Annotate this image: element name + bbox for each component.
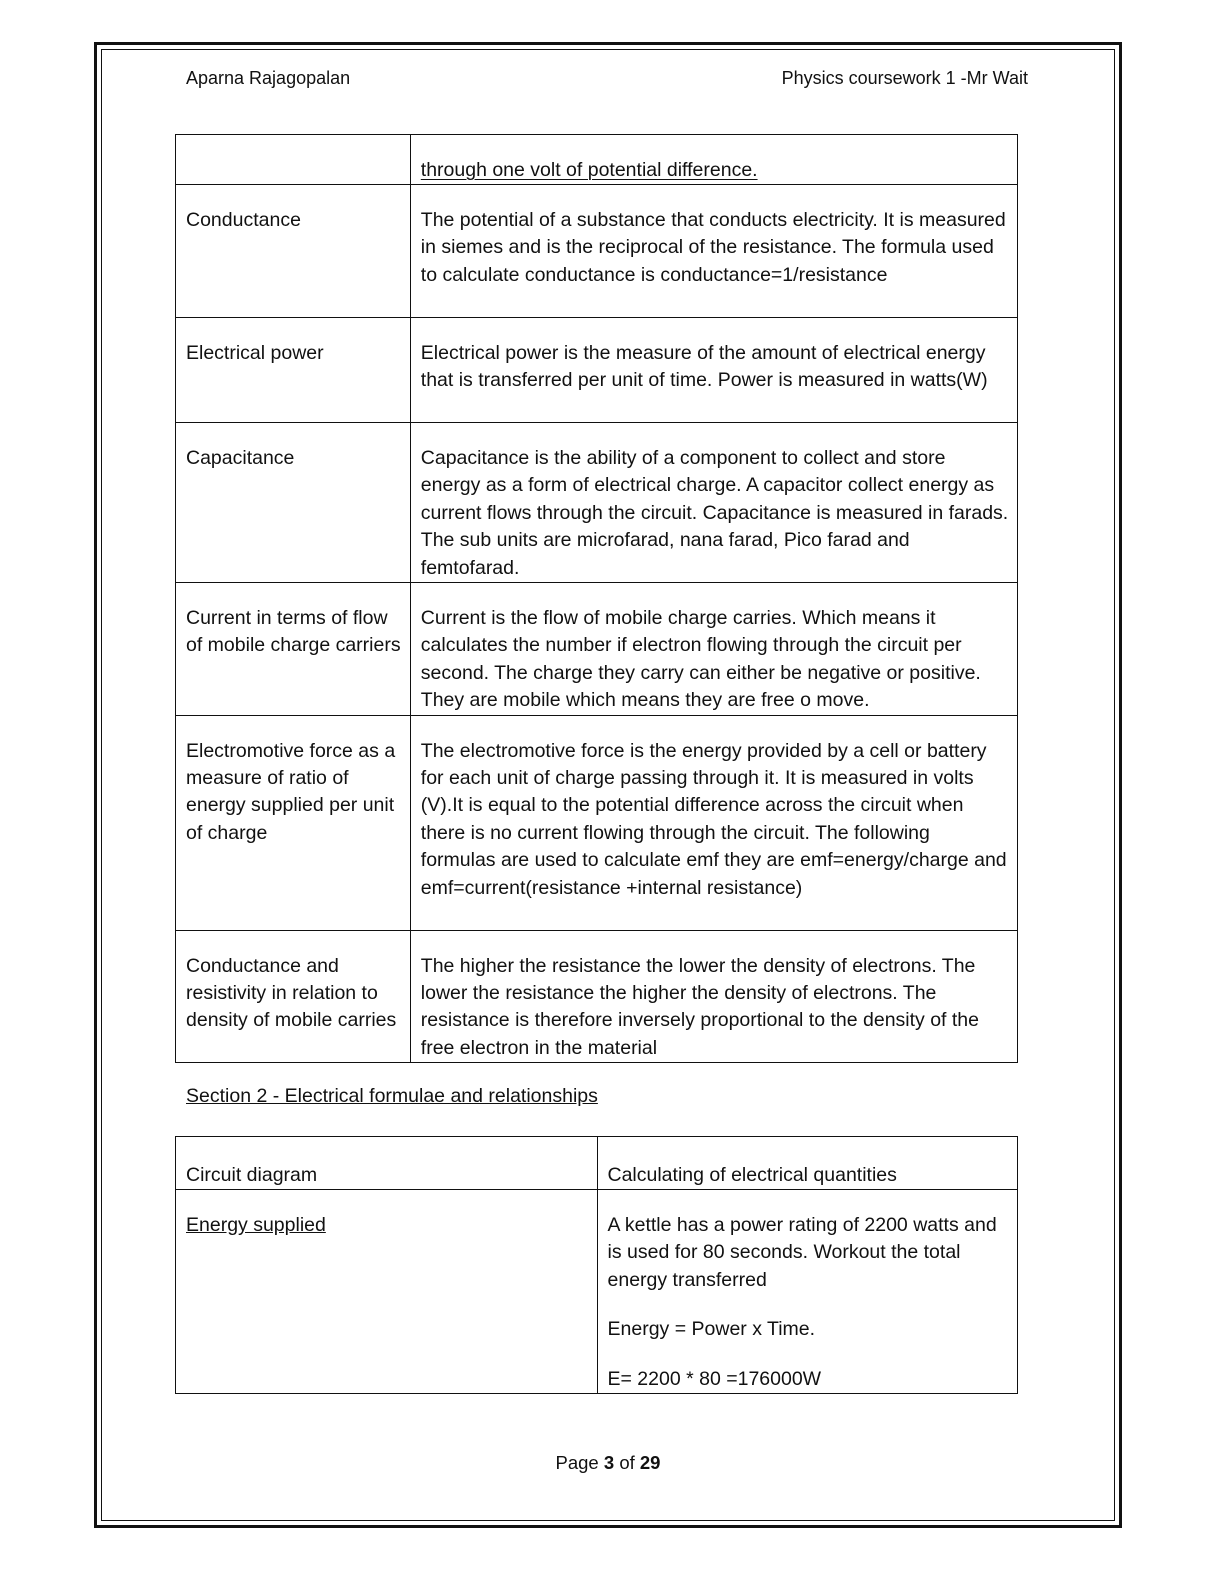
definition-cell: The higher the resistance the lower the density of electrons. The lower the resistance the higher the density of electrons. The resistance is therefore inversely proportional to the density of the free electron in the material	[410, 930, 1017, 1063]
energy-supplied-label: Energy supplied	[186, 1214, 326, 1236]
table-row	[176, 423, 1018, 583]
formula-text: Energy = Power x Time.	[607, 1318, 816, 1341]
of-word: of	[619, 1452, 635, 1473]
definition-cell: through one volt of potential difference.	[410, 135, 1017, 185]
page-word: Page	[555, 1452, 599, 1473]
term-cell: Current in terms of flow of mobile charge carriers	[176, 583, 411, 716]
definition-cell: The potential of a substance that conducts electricity. It is measured in siemes and is the reciprocal of the resistance. The formula used to calculate conductance is conductance=1/resistance	[410, 185, 1017, 318]
term-cell: Conductance	[176, 185, 411, 318]
circuit-diagram-header: Circuit diagram	[176, 1137, 598, 1190]
page-number	[0, 1452, 1216, 1474]
definition-cell: The electromotive force is the energy provided by a cell or battery for each unit of charge passing through it. It is measured in volts (V).It is equal to the potential difference across the circuit when there is no current flowing through the circuit. The following formulas are used to calculate emf they are emf=energy/charge and emf=current(resistance +internal resistance)	[410, 715, 1017, 930]
table-row	[176, 185, 1018, 318]
definition-cell: Current is the flow of mobile charge carries. Which means it calculates the number if electron flowing through the circuit per second. The charge they carry can either be negative or positive. They are mobile which means they are free o move.	[410, 583, 1017, 716]
definition-cell: Capacitance is the ability of a component to collect and store energy as a form of electrical charge. A capacitor collect energy as current flows through the circuit. Capacitance is measured in farads. The sub units are microfarad, nana farad, Pico farad and femtofarad.	[410, 423, 1017, 583]
formulae-table	[175, 1136, 1018, 1394]
table-row	[176, 135, 1018, 185]
result-text: E= 2200 * 80 =176000W	[607, 1367, 822, 1390]
header-course: Physics coursework 1 -Mr Wait	[781, 68, 1028, 88]
table-row	[176, 715, 1018, 930]
table-row	[176, 318, 1018, 423]
term-cell	[176, 135, 411, 185]
section-2-title: Section 2 - Electrical formulae and relationships	[186, 1085, 598, 1107]
term-cell: Conductance and resistivity in relation to density of mobile carries	[176, 930, 411, 1063]
energy-supplied-cell	[176, 1190, 598, 1394]
table-row	[176, 1190, 1018, 1394]
table-row	[176, 1137, 1018, 1190]
problem-text: A kettle has a power rating of 2200 watts and is used for 80 seconds. Workout the total energy transferred	[607, 1214, 997, 1291]
current-page: 3	[603, 1452, 615, 1473]
table-row	[176, 583, 1018, 716]
term-cell: Capacitance	[176, 423, 411, 583]
term-cell: Electromotive force as a measure of ratio of energy supplied per unit of charge	[176, 715, 411, 930]
term-cell: Electrical power	[176, 318, 411, 423]
calculation-cell	[597, 1190, 1018, 1394]
header-author: Aparna Rajagopalan	[186, 68, 351, 88]
definition-cell: Electrical power is the measure of the amount of electrical energy that is transferred per unit of time. Power is measured in watts(W)	[410, 318, 1017, 423]
calculation-header: Calculating of electrical quantities	[597, 1137, 1018, 1190]
definitions-table	[175, 134, 1018, 1063]
total-pages: 29	[639, 1452, 661, 1473]
table-row	[176, 930, 1018, 1063]
